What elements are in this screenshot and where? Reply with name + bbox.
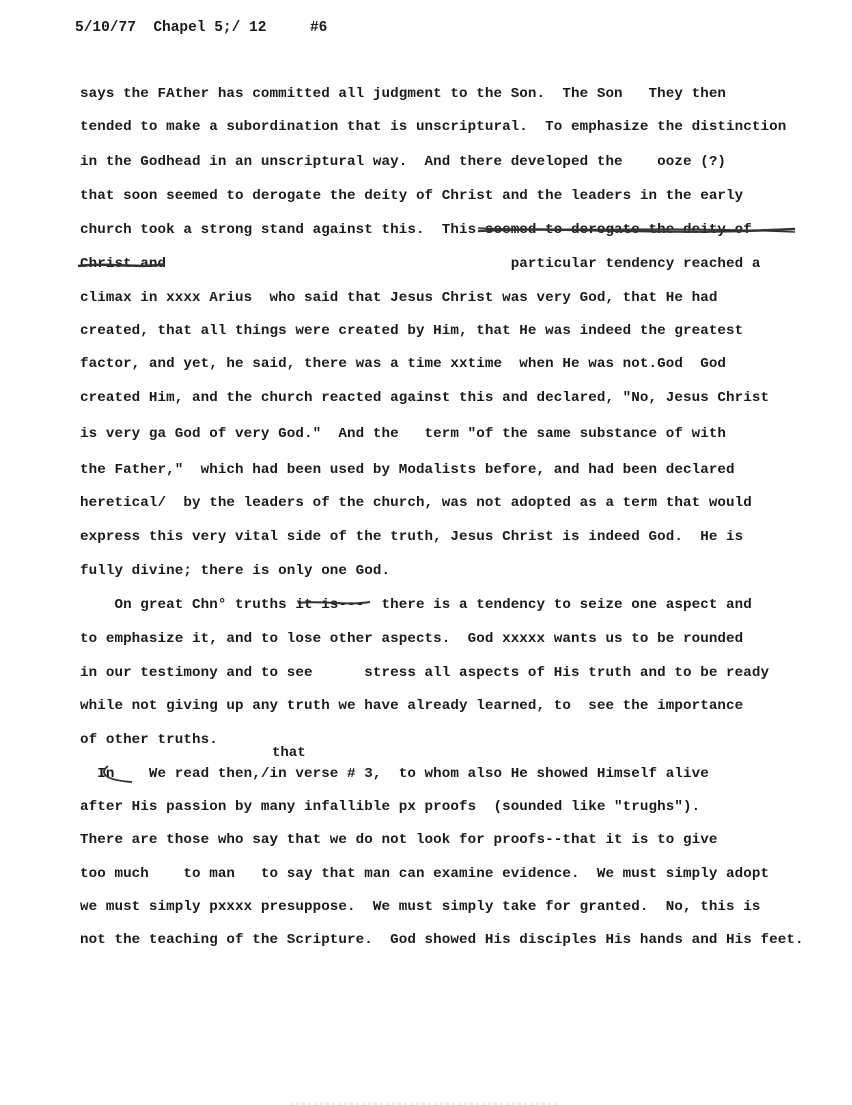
- text-line-7: climax in xxxx Arius who said that Jesus Christ was very God, that He had: [80, 290, 718, 306]
- text-line-18: in our testimony and to see stress all aspects of His truth and to be ready: [80, 665, 770, 681]
- text-line-20: of other truths.: [80, 732, 218, 748]
- text-line-6: Christ and particular tendency reached a: [80, 256, 761, 272]
- text-line-14: express this very vital side of the truth, Jesus Christ is indeed God. He is: [80, 529, 744, 545]
- text-line-9: factor, and yet, he said, there was a time xxtime when He was not.God God: [80, 356, 727, 372]
- text-line-25: we must simply pxxxx presuppose. We must simply take for granted. No, this is: [80, 899, 761, 915]
- text-line-17: to emphasize it, and to lose other aspects. God xxxxx wants us to be rounded: [80, 631, 744, 647]
- text-line-5: church took a strong stand against this. This seemed to derogate the deity of: [80, 222, 752, 238]
- text-line-23: There are those who say that we do not look for proofs--that it is to give: [80, 832, 718, 848]
- text-line-16: On great Chn° truths it is--- there is a tendency to seize one aspect and: [80, 597, 752, 613]
- text-line-15: fully divine; there is only one God.: [80, 563, 391, 579]
- text-line-12: the Father," which had been used by Modalists before, and had been declared: [80, 462, 735, 478]
- text-line-22: after His passion by many infallible px proofs (sounded like "trughs").: [80, 799, 701, 815]
- text-line-3: in the Godhead in an unscriptural way. And there developed the ooze (?): [80, 154, 727, 170]
- text-line-10: created Him, and the church reacted against this and declared, "No, Jesus Christ: [80, 390, 770, 406]
- text-line-19: while not giving up any truth we have already learned, to see the importance: [80, 698, 744, 714]
- text-line-21: In We read then,/in verse # 3, to whom also He showed Himself alive: [80, 766, 709, 782]
- text-line-2: tended to make a subordination that is unscriptural. To emphasize the distinction: [80, 119, 787, 135]
- interlinear-insert: that: [272, 745, 306, 761]
- text-line-13: heretical/ by the leaders of the church, was not adopted as a term that would: [80, 495, 752, 511]
- text-line-1: says the FAther has committed all judgment to the Son. The Son They then: [80, 86, 727, 102]
- text-line-11: is very ga God of very God." And the term "of the same substance of with: [80, 426, 727, 442]
- page-header: 5/10/77 Chapel 5;/ 12 #6: [75, 20, 328, 36]
- text-line-24: too much to man to say that man can examine evidence. We must simply adopt: [80, 866, 770, 882]
- text-line-8: created, that all things were created by Him, that He was indeed the greatest: [80, 323, 744, 339]
- text-line-26: not the teaching of the Scripture. God showed His disciples His hands and His feet.: [80, 932, 804, 948]
- text-line-4: that soon seemed to derogate the deity of Christ and the leaders in the early: [80, 188, 744, 204]
